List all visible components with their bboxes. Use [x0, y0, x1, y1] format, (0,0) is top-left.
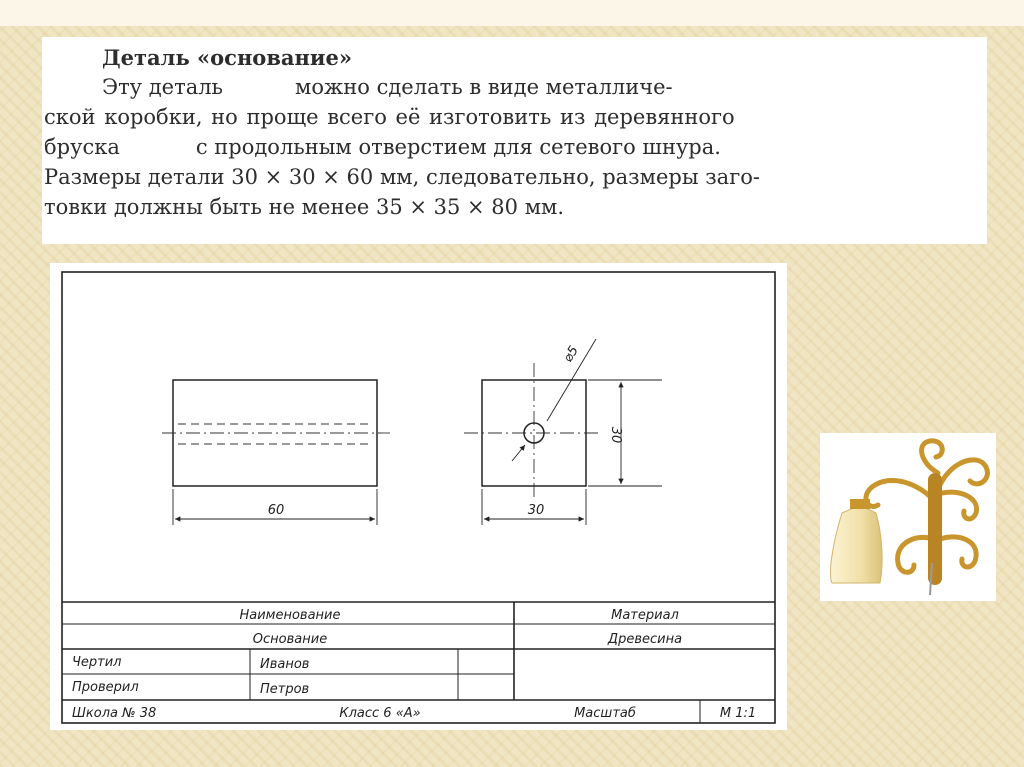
drawn-by-label: Чертил	[72, 655, 122, 670]
front-view	[162, 380, 390, 525]
dimension-height-label: 30	[608, 426, 623, 444]
excerpt-line-2: ской коробки, но проще всего её изготовить из деревянного	[44, 105, 735, 129]
scale-value: М 1:1	[719, 706, 757, 721]
drawn-by-value: Иванов	[260, 657, 310, 672]
school-label: Школа № 38	[72, 706, 157, 721]
drawing-canvas	[50, 263, 787, 730]
material-header: Материал	[611, 608, 679, 623]
drawing-frame	[62, 272, 775, 723]
lamp-socket	[850, 499, 870, 509]
dimension-length-label: 60	[267, 503, 285, 518]
excerpt-title: Деталь «основание»	[102, 45, 352, 70]
excerpt-line-3: бруска с продольным отверстием для сетевого шнура.	[44, 135, 721, 159]
wall-sconce-lamp-photo	[820, 433, 996, 601]
scale-label: Масштаб	[574, 706, 636, 721]
lamp-shade	[830, 505, 882, 583]
checked-by-value: Петров	[260, 682, 310, 697]
excerpt-line-5: товки должны быть не менее 35 × 35 × 80 мм.	[44, 195, 565, 219]
excerpt-paragraph	[44, 72, 973, 222]
checked-by-label: Проверил	[72, 680, 139, 695]
dimension-width-label: 30	[527, 503, 545, 518]
excerpt-line-1: Эту деталь можно сделать в виде металличе-	[102, 75, 673, 99]
wall-mount-plate	[928, 473, 942, 585]
name-header: Наименование	[239, 608, 341, 623]
hole-diameter-label: ⌀5	[560, 343, 582, 366]
class-label: Класс 6 «А»	[339, 706, 421, 721]
title-block	[62, 602, 775, 723]
excerpt-line-4: Размеры детали 30 × 30 × 60 мм, следовательно, размеры заго-	[44, 165, 760, 189]
technical-drawing	[50, 263, 787, 730]
slide-top-band	[0, 0, 1024, 26]
name-value: Основание	[252, 632, 328, 647]
material-value: Древесина	[607, 632, 683, 647]
textbook-excerpt	[42, 37, 987, 244]
scroll-ironwork	[866, 441, 987, 572]
wall-sconce-photo	[820, 433, 996, 601]
side-view	[464, 339, 662, 525]
